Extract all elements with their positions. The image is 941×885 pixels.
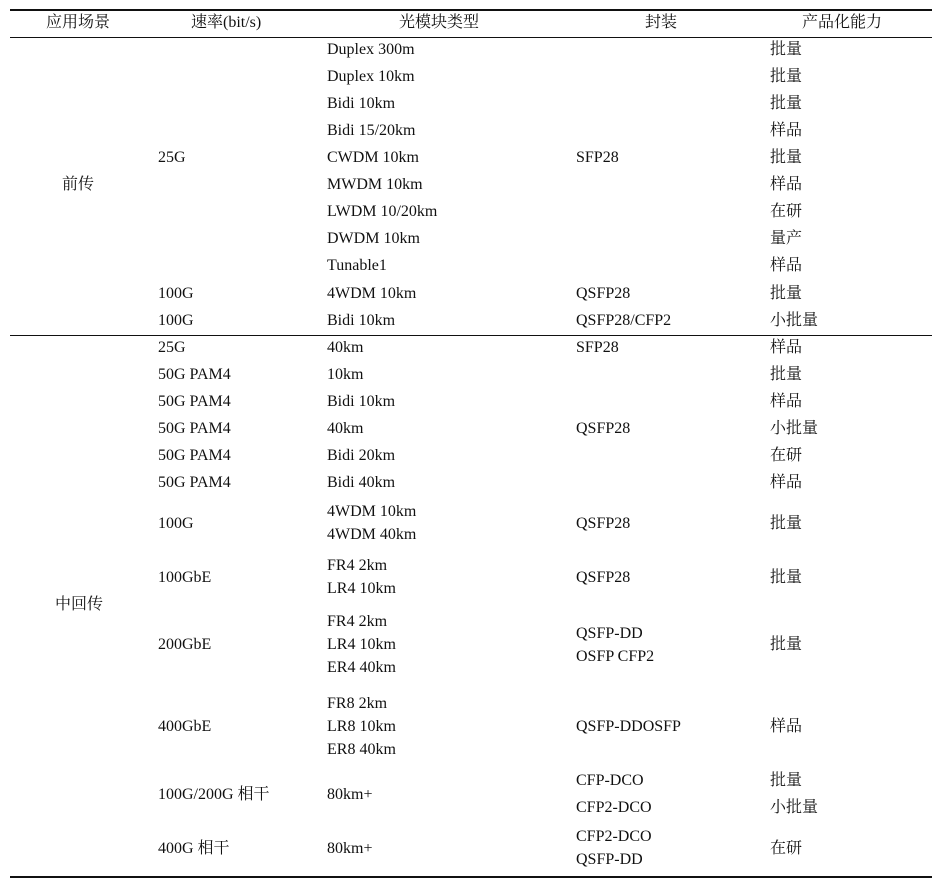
capability-cell: 样品 (770, 257, 803, 274)
package-cell: SFP28 (576, 149, 619, 166)
package-cell: SFP28 (576, 339, 619, 356)
module-type-cell: 80km+ (327, 786, 373, 803)
group-divider-rule (10, 335, 932, 336)
module-type-cell: ER4 40km (327, 659, 396, 676)
rate-cell: 50G PAM4 (158, 393, 231, 410)
capability-cell: 样品 (770, 393, 803, 410)
capability-cell: 批量 (770, 68, 803, 85)
rate-cell: 400G 相干 (158, 840, 230, 857)
package-cell: QSFP28 (576, 515, 631, 532)
header-capability: 产品化能力 (802, 14, 883, 31)
module-type-cell: 10km (327, 366, 364, 383)
module-type-cell: MWDM 10km (327, 176, 423, 193)
module-type-cell: FR4 2km (327, 613, 388, 630)
rate-cell: 100G (158, 515, 194, 532)
capability-cell: 小批量 (770, 312, 819, 329)
capability-cell: 批量 (770, 569, 803, 586)
module-type-cell: Bidi 40km (327, 474, 396, 491)
package-cell: CFP2-DCO (576, 799, 652, 816)
rate-cell: 25G (158, 339, 186, 356)
header-rate: 速率(bit/s) (191, 14, 262, 31)
module-type-cell: 40km (327, 339, 364, 356)
scenario-mid-backhaul: 中回传 (55, 596, 104, 613)
capability-cell: 批量 (770, 149, 803, 166)
rate-cell: 50G PAM4 (158, 420, 231, 437)
module-type-cell: Bidi 10km (327, 95, 396, 112)
header-scenario: 应用场景 (46, 14, 111, 31)
top-rule (10, 9, 932, 11)
module-type-cell: Bidi 10km (327, 312, 396, 329)
rate-cell: 200GbE (158, 636, 212, 653)
capability-cell: 样品 (770, 122, 803, 139)
module-type-cell: DWDM 10km (327, 230, 420, 247)
package-cell: QSFP28/CFP2 (576, 312, 672, 329)
rate-cell: 100G/200G 相干 (158, 786, 270, 803)
scenario-fronthaul: 前传 (62, 176, 95, 193)
capability-cell: 量产 (770, 230, 803, 247)
rate-cell: 50G PAM4 (158, 366, 231, 383)
capability-cell: 样品 (770, 339, 803, 356)
rate-cell: 25G (158, 149, 186, 166)
capability-cell: 批量 (770, 366, 803, 383)
package-cell: CFP2-DCO (576, 828, 652, 845)
module-type-cell: ER8 40km (327, 741, 396, 758)
package-cell: QSFP28 (576, 420, 631, 437)
rate-cell: 50G PAM4 (158, 447, 231, 464)
package-cell: QSFP-DD (576, 625, 643, 642)
package-cell: QSFP-DDOSFP (576, 718, 681, 735)
module-type-cell: Bidi 15/20km (327, 122, 416, 139)
rate-cell: 400GbE (158, 718, 212, 735)
module-type-cell: LWDM 10/20km (327, 203, 438, 220)
rate-cell: 50G PAM4 (158, 474, 231, 491)
rate-cell: 100G (158, 285, 194, 302)
header-module-type: 光模块类型 (399, 14, 480, 31)
rate-cell: 100GbE (158, 569, 212, 586)
capability-cell: 批量 (770, 41, 803, 58)
package-cell: CFP-DCO (576, 772, 644, 789)
module-type-cell: Duplex 10km (327, 68, 415, 85)
module-type-cell: 4WDM 10km (327, 503, 417, 520)
module-type-cell: Bidi 20km (327, 447, 396, 464)
capability-cell: 批量 (770, 285, 803, 302)
package-cell: QSFP-DD (576, 851, 643, 868)
module-type-cell: Bidi 10km (327, 393, 396, 410)
module-type-cell: 40km (327, 420, 364, 437)
package-cell: QSFP28 (576, 285, 631, 302)
capability-cell: 在研 (770, 203, 803, 220)
module-type-cell: Tunable1 (327, 257, 387, 274)
package-cell: QSFP28 (576, 569, 631, 586)
module-type-cell: LR4 10km (327, 636, 396, 653)
capability-cell: 样品 (770, 176, 803, 193)
capability-cell: 样品 (770, 718, 803, 735)
header-package: 封装 (645, 14, 678, 31)
header-rule (10, 37, 932, 38)
rate-cell: 100G (158, 312, 194, 329)
capability-cell: 小批量 (770, 420, 819, 437)
module-type-cell: FR4 2km (327, 557, 388, 574)
capability-cell: 批量 (770, 636, 803, 653)
bottom-rule (10, 876, 932, 878)
capability-cell: 批量 (770, 515, 803, 532)
package-cell: OSFP CFP2 (576, 648, 655, 665)
module-type-cell: FR8 2km (327, 695, 388, 712)
module-type-cell: 4WDM 10km (327, 285, 417, 302)
module-type-cell: Duplex 300m (327, 41, 415, 58)
capability-cell: 在研 (770, 840, 803, 857)
capability-cell: 批量 (770, 95, 803, 112)
module-type-cell: 4WDM 40km (327, 526, 417, 543)
module-type-cell: 80km+ (327, 840, 373, 857)
module-type-cell: LR4 10km (327, 580, 396, 597)
module-type-cell: LR8 10km (327, 718, 396, 735)
module-type-cell: CWDM 10km (327, 149, 419, 166)
capability-cell: 小批量 (770, 799, 819, 816)
capability-cell: 样品 (770, 474, 803, 491)
capability-cell: 批量 (770, 772, 803, 789)
capability-cell: 在研 (770, 447, 803, 464)
